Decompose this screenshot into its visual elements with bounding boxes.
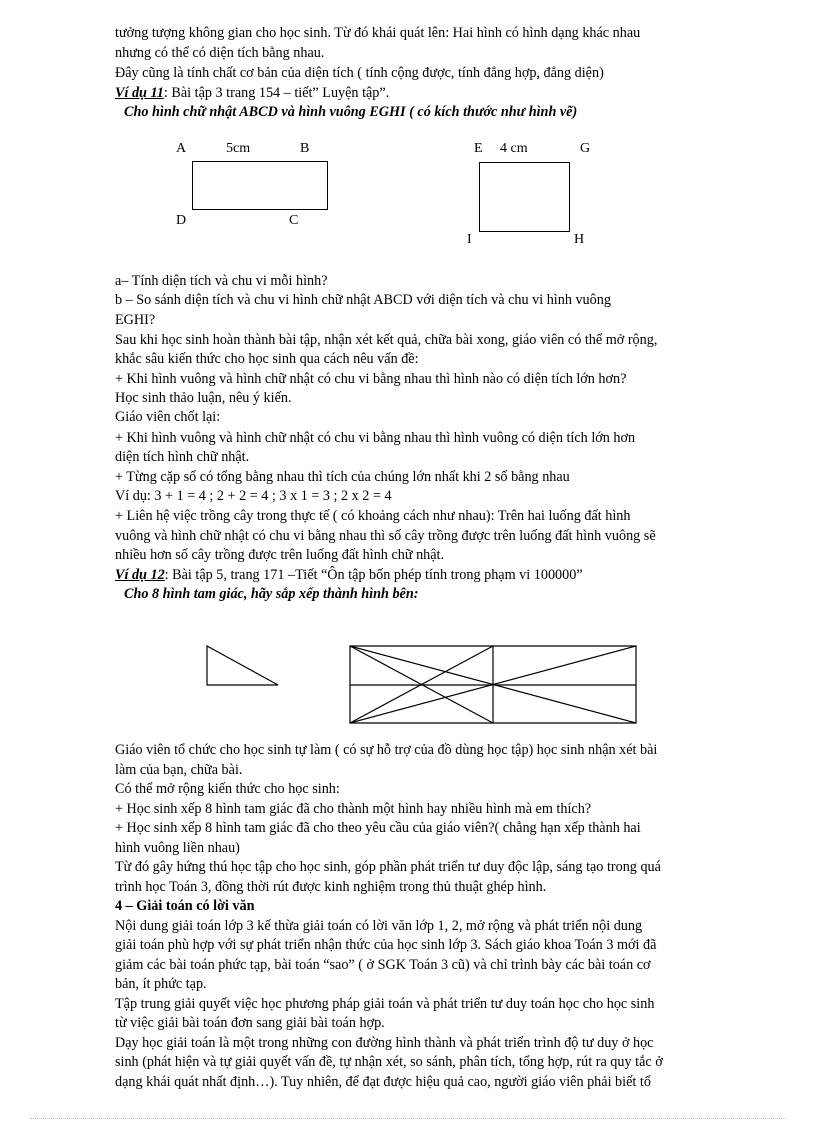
label-g: G	[580, 141, 591, 156]
question-a: a– Tính diện tích và chu vi mỗi hình?	[115, 273, 328, 289]
single-triangle	[207, 646, 278, 685]
text-line: Có thể mở rộng kiến thức cho học sinh:	[115, 781, 340, 797]
text-line: sinh (phát hiện và tự giải quyết vấn đề, tự nhận xét, so sánh, phân tích, tổng hợp, rút ra quy tắc ở	[115, 1054, 663, 1070]
text-line: Nội dung giải toán lớp 3 kế thừa giải toán có lời văn lớp 1, 2, mở rộng và phát triển nội dung	[115, 918, 643, 934]
text-line: tưởng tượng không gian cho học sinh. Từ đó khái quát lên: Hai hình có hình dạng khác nhau	[115, 25, 641, 41]
text-line: Học sinh thảo luận, nêu ý kiến.	[115, 390, 292, 406]
text-line: + Khi hình vuông và hình chữ nhật có chu vi bằng nhau thì hình vuông có diện tích lớn hơn	[115, 430, 636, 446]
label-i: I	[467, 232, 472, 247]
question-b: b – So sánh diện tích và chu vi hình chữ nhật ABCD với diện tích và chu vi hình vuông	[115, 292, 611, 308]
label-e: E	[474, 141, 483, 156]
text-line: + Học sinh xếp 8 hình tam giác đã cho theo yêu cầu của giáo viên?( chẳng hạn xếp thành hai	[115, 820, 641, 836]
text-line: Giáo viên tổ chức cho học sinh tự làm ( có sự hỗ trợ của đồ dùng học tập) học sinh nhận xét bài	[115, 742, 658, 758]
text-line: nhưng có thể có diện tích bằng nhau.	[115, 45, 325, 61]
text-line: Giáo viên chốt lại:	[115, 409, 221, 425]
text-line: dạng khái quát nhất định…). Tuy nhiên, để đạt được hiệu quả cao, người giáo viên phải biết tổ	[115, 1074, 651, 1090]
text-line: giảm các bài toán phức tạp, bài toán “sao” ( ở SGK Toán 3 cũ) và chỉ trình bày các bài toán cơ	[115, 957, 651, 973]
text-line: + Học sinh xếp 8 hình tam giác đã cho thành một hình hay nhiều hình mà em thích?	[115, 801, 592, 817]
label-a: A	[176, 141, 187, 156]
page-bottom-divider	[30, 1118, 786, 1119]
text-line: vuông và hình chữ nhật có chu vi bằng nhau thì số cây trồng được trên luống đất hình vuông sẽ	[115, 528, 656, 544]
text-line: + Khi hình vuông và hình chữ nhật có chu vi bằng nhau thì hình nào có diện tích lớn hơn?	[115, 371, 627, 387]
text-line: Sau khi học sinh hoàn thành bài tập, nhận xét kết quả, chữa bài xong, giáo viên có thể mở rộng,	[115, 332, 658, 348]
example-11-text: : Bài tập 3 trang 154 – tiết” Luyện tập”.	[163, 85, 390, 101]
text-line: từ việc giải bài toán đơn sang giải bài toán hợp.	[115, 1015, 385, 1031]
text-line: bản, ít phức tạp.	[115, 976, 207, 992]
question-b-cont: EGHI?	[115, 312, 156, 328]
text-line: khắc sâu kiến thức cho học sinh qua cách nêu vấn đề:	[115, 351, 419, 367]
example-line: Ví dụ: 3 + 1 = 4 ; 2 + 2 = 4 ; 3 x 1 = 3 ; 2 x 2 = 4	[115, 488, 392, 504]
example-11-heading: Cho hình chữ nhật ABCD và hình vuông EGHI ( có kích thước như hình vẽ)	[124, 104, 578, 120]
label-d: D	[176, 213, 187, 228]
example-11-label: Ví dụ 11	[115, 85, 164, 101]
text-line: + Từng cặp số có tổng bằng nhau thì tích của chúng lớn nhất khi 2 số bằng nhau	[115, 469, 570, 485]
text-line: Đây cũng là tính chất cơ bản của diện tích ( tính cộng được, tính đẳng hợp, đẳng diện)	[115, 65, 604, 81]
text-line: Tập trung giải quyết việc học phương pháp giải toán và phát triển tư duy toán học cho học sinh	[115, 996, 655, 1012]
text-line: Từ đó gây hứng thú học tập cho học sinh, góp phần phát triển tư duy độc lập, sáng tạo trong quá	[115, 859, 661, 875]
label-square-dimension: 4 cm	[500, 141, 528, 156]
text-line: giải toán phù hợp với sự phát triển nhận thức của học sinh lớp 3. Sách giáo khoa Toán 3 mới đã	[115, 937, 657, 953]
example-12-text: : Bài tập 5, trang 171 –Tiết “Ôn tập bốn phép tính trong phạm vi 100000”	[164, 567, 583, 583]
label-h: H	[574, 232, 585, 247]
text-line: nhiều hơn số cây trồng được trên luống đất hình chữ nhật.	[115, 547, 445, 563]
text-line: + Liên hệ việc trồng cây trong thực tế ( có khoảng cách như nhau): Trên hai luống đất hình	[115, 508, 631, 524]
text-line: diện tích hình chữ nhật.	[115, 449, 250, 465]
section-4-heading: 4 – Giải toán có lời văn	[115, 898, 255, 914]
text-line: trình học Toán 3, đồng thời rút được kinh nghiệm trong thủ thuật ghép hình.	[115, 879, 547, 895]
example-12-heading: Cho 8 hình tam giác, hãy sắp xếp thành hình bên:	[124, 586, 419, 602]
text-line: làm của bạn, chữa bài.	[115, 762, 243, 778]
example-12-label: Ví dụ 12	[115, 567, 165, 583]
label-b: B	[300, 141, 310, 156]
label-c: C	[289, 213, 299, 228]
text-line: hình vuông liền nhau)	[115, 840, 240, 856]
text-line: Dạy học giải toán là một trong những con đường hình thành và phát triển trình độ tư duy ở học	[115, 1035, 654, 1051]
label-rect-dimension: 5cm	[226, 141, 251, 156]
